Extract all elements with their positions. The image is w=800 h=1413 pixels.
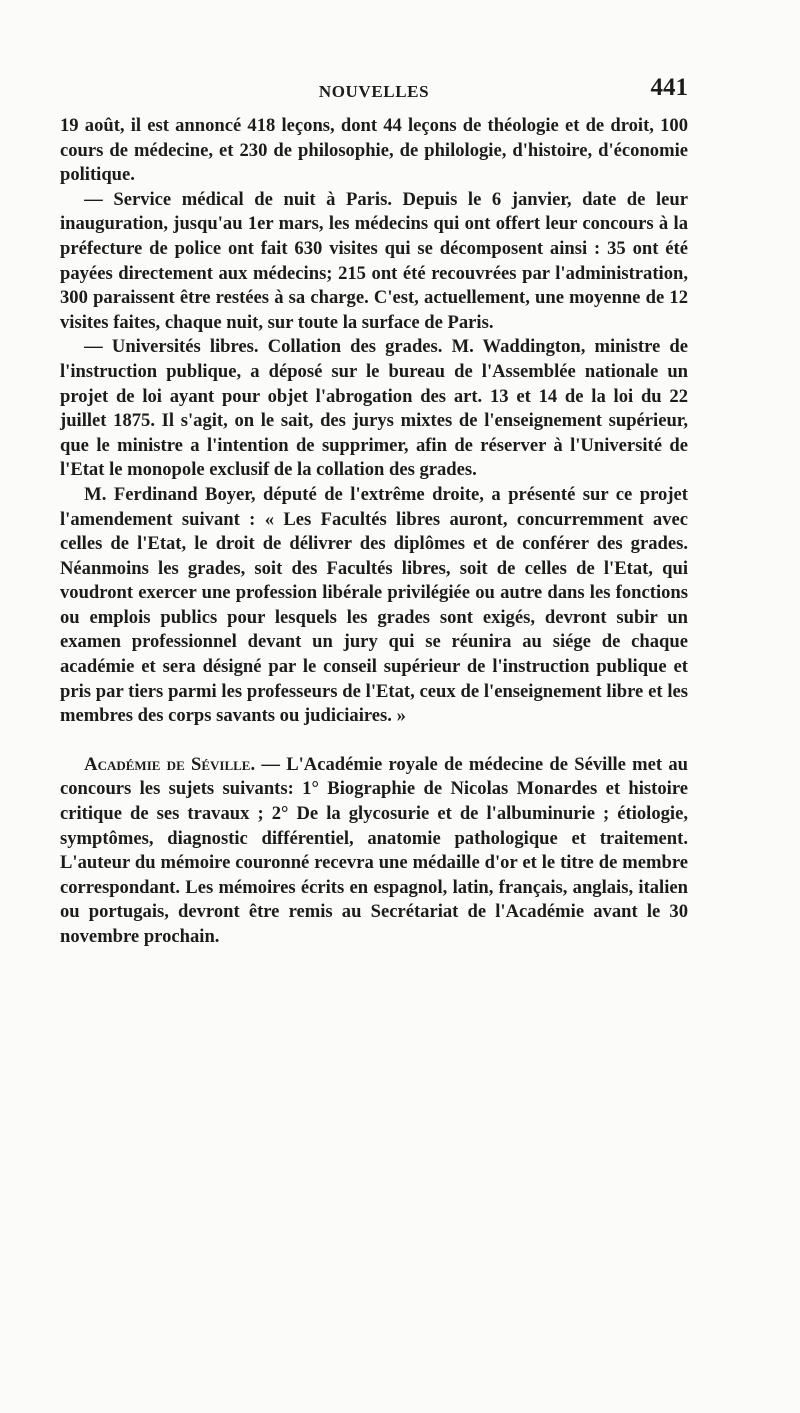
page-number: 441 — [650, 74, 688, 101]
seville-academy-text: — L'Académie royale de médecine de Séville met au concours les sujets suivants: 1° Biographie de Nicolas Monardes et histoire critique de ses travaux ; 2° De la glycosurie et de l'albuminurie ; étiologie, symptômes, diagnostic différentiel, anatomie pathologique et traitement. L'auteur du mémoire couronné recevra une médaille d'or et le titre de membre correspondant. Les mémoires écrits en espagnol, latin, français, anglais, italien ou portugais, devront être remis au Secrétariat de l'Académie avant le 30 novembre prochain. — [60, 753, 688, 947]
paragraph-course-count: 19 août, il est annoncé 418 leçons, dont 44 leçons de théologie et de droit, 100 cours de médecine, et 230 de philosophie, de philologie, d'histoire, d'économie politique. — [60, 115, 688, 186]
paragraph-seville-academy — [60, 753, 688, 950]
page-header — [60, 74, 688, 110]
body-text — [60, 114, 688, 950]
running-head: NOUVELLES — [318, 82, 430, 101]
paragraph-boyer-amendment: M. Ferdinand Boyer, député de l'extrême droite, a présenté sur ce projet l'amendement suivant : « Les Facultés libres auront, concurremment avec celles de l'Etat, le droit de délivrer des diplômes et de conférer des grades. Néanmoins les grades, soit des Facultés libres, soit de celles de l'Etat, qui voudront exercer une profession libérale privilégiée ou autre dans les fonctions ou emplois publics pour lesquels les grades sont exigés, devront subir un examen professionnel devant un jury qui se réunira au siége de chaque académie et sera désigné par le conseil supérieur de l'instruction publique et pris par tiers parmi les professeurs de l'Etat, ceux de l'enseignement libre et les membres des corps savants ou judiciaires. » — [60, 483, 688, 727]
seville-academy-heading: Académie de Séville. — [84, 753, 256, 775]
paragraph-night-medical-service: — Service médical de nuit à Paris. Depuis le 6 janvier, date de leur inauguration, jusqu'au 1er mars, les médecins qui ont offert leur concours à la préfecture de police ont fait 630 visites qui se décomposent ainsi : 35 ont été payées directement aux médecins; 215 ont été recouvrées par l'administration, 300 paraissent être restées à sa charge. C'est, actuellement, une moyenne de 12 visites faites, chaque nuit, sur toute la surface de Paris. — [60, 188, 688, 333]
paragraph-free-universities: — Universités libres. Collation des grades. M. Waddington, ministre de l'instruction publique, a déposé sur le bureau de l'Assemblée nationale un projet de loi ayant pour objet l'abrogation des art. 13 et 14 de la loi du 22 juillet 1875. Il s'agit, on le sait, des jurys mixtes de l'enseignement supérieur, que le ministre a l'intention de supprimer, afin de réserver à l'Université de l'Etat le monopole exclusif de la collation des grades. — [60, 336, 688, 481]
